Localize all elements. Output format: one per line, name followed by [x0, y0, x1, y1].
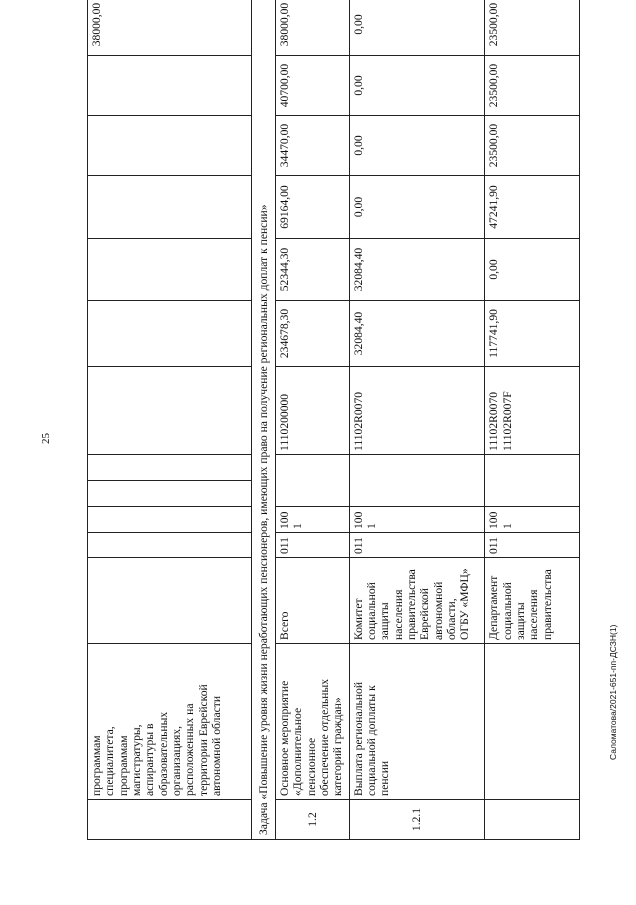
task-title: Задача «Повышение уровня жизни неработающих пенсионеров, имеющих право на получение региональных доплат к пенсии» [252, 0, 276, 840]
cell-empty [88, 239, 252, 301]
cell-empty [88, 116, 252, 176]
cell-empty [349, 455, 485, 507]
task-row [252, 0, 276, 840]
cell-empty [88, 301, 252, 367]
cell-empty [88, 56, 252, 116]
cell-empty [88, 367, 252, 455]
table-row [485, 0, 580, 840]
cell-grbs: 011 [349, 533, 485, 558]
rotated-table-container [87, 2, 580, 840]
cell-grbs: 011 [276, 533, 349, 558]
cell-csr: 1110200000 [276, 367, 349, 455]
cell-value: 38000,00 [88, 0, 252, 56]
cell-value: 47241,90 [485, 176, 580, 239]
cell-rzpr: 1001 [485, 507, 580, 533]
cell-empty [88, 455, 252, 481]
cell-csr: 11102R0070 [349, 367, 485, 455]
page-number: 25 [40, 433, 52, 444]
cell-value: 52344,30 [276, 239, 349, 301]
cell-value: 0,00 [349, 176, 485, 239]
cell-value: 23500,00 [485, 0, 580, 56]
row-number [485, 800, 580, 840]
cell-executor: Всего [276, 558, 349, 644]
cell-csr: 11102R0070 11102R007F [485, 367, 580, 455]
cell-value: 32084,40 [349, 239, 485, 301]
cell-measure: программам специалитета, программам магистратуры, аспирантуры в образовательных организациях, расположенных на территории Еврейской автономной области [88, 644, 252, 800]
cell-executor: Департамент социальной защиты населения правительства [485, 558, 580, 644]
cell-empty [485, 455, 580, 507]
cell-rzpr: 1001 [276, 507, 349, 533]
cell-executor: Комитет социальной защиты населения правительства Еврейской автономной области, ОГБУ «МФЦ» [349, 558, 485, 644]
cell-empty [88, 533, 252, 558]
cell-value: 23500,00 [485, 56, 580, 116]
cell-empty [88, 800, 252, 840]
cell-measure [485, 644, 580, 800]
cell-grbs: 011 [485, 533, 580, 558]
table-row [349, 0, 485, 840]
cell-value: 32084,40 [349, 301, 485, 367]
budget-table [87, 0, 580, 840]
table-row [88, 0, 252, 840]
cell-value: 23500,00 [485, 116, 580, 176]
table-row [276, 0, 349, 840]
cell-value: 69164,00 [276, 176, 349, 239]
row-number: 1.2 [276, 800, 349, 840]
cell-empty [88, 558, 252, 644]
cell-empty [276, 455, 349, 507]
cell-empty [88, 481, 252, 507]
cell-rzpr: 1001 [349, 507, 485, 533]
document-code: Саломатова/2021-651-пп-ДСЗН(1) [608, 624, 618, 760]
cell-value: 0,00 [349, 116, 485, 176]
cell-value: 0,00 [485, 239, 580, 301]
cell-measure: Основное мероприятие «Дополнительное пенсионное обеспечение отдельных категорий граждан» [276, 644, 349, 800]
cell-value: 0,00 [349, 56, 485, 116]
cell-value: 0,00 [349, 0, 485, 56]
cell-value: 117741,90 [485, 301, 580, 367]
cell-empty [88, 176, 252, 239]
cell-value: 38000,00 [276, 0, 349, 56]
row-number: 1.2.1 [349, 800, 485, 840]
cell-value: 40700,00 [276, 56, 349, 116]
cell-empty [88, 507, 252, 533]
cell-measure: Выплата региональной социальной доплаты к пенсии [349, 644, 485, 800]
cell-value: 34470,00 [276, 116, 349, 176]
cell-value: 234678,30 [276, 301, 349, 367]
